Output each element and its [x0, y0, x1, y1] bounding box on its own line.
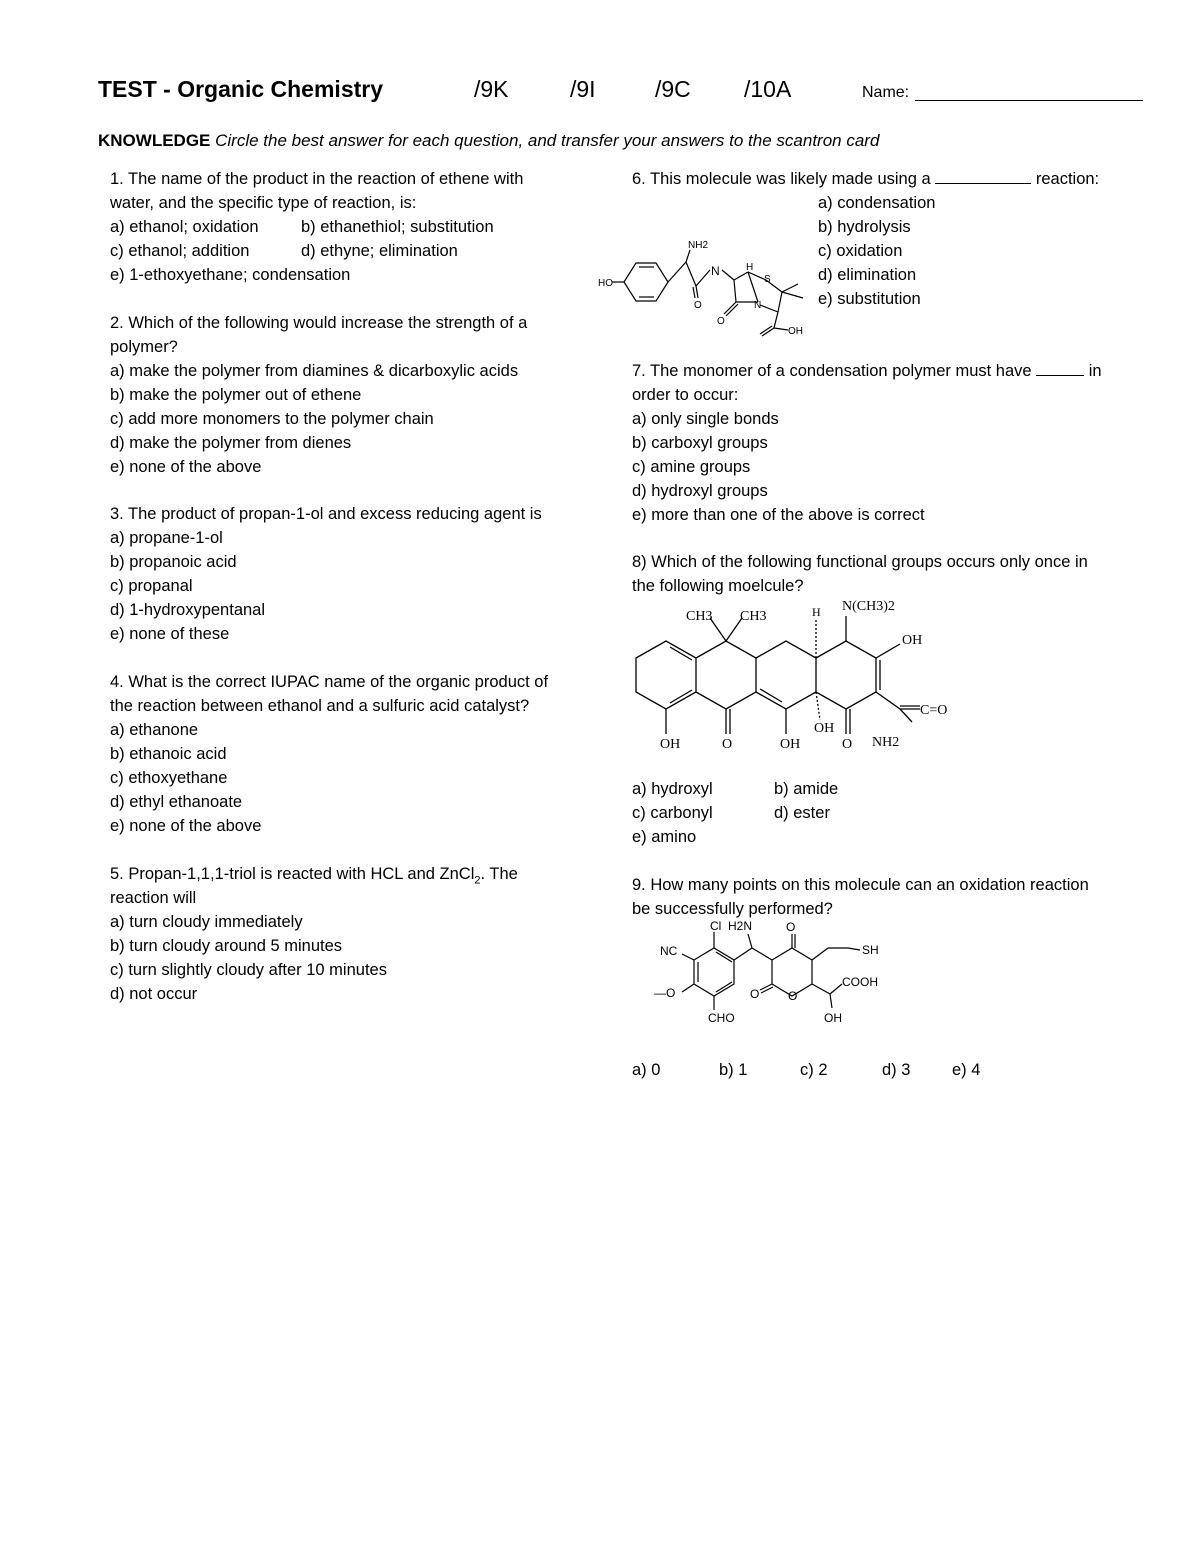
- q9-option-a[interactable]: a) 0: [632, 1061, 661, 1079]
- question-4: [110, 670, 548, 838]
- question-8-options: [632, 777, 838, 849]
- q1-row2: [110, 239, 523, 263]
- q8-label-ch3-b: CH3: [740, 609, 767, 624]
- q6-label-ho: HO: [598, 278, 613, 289]
- q1-option-d[interactable]: d) ethyne; elimination: [301, 242, 458, 260]
- q2-option-b[interactable]: b) make the polymer out of ethene: [110, 386, 362, 404]
- q8-label-oh-d: OH: [814, 721, 835, 736]
- q4-option-b[interactable]: b) ethanoic acid: [110, 745, 227, 763]
- question-5: [110, 862, 518, 1006]
- q2-option-a[interactable]: a) make the polymer from diamines & dicarboxylic acids: [110, 362, 519, 380]
- q5-option-a[interactable]: a) turn cloudy immediately: [110, 913, 303, 931]
- instructions-text: Circle the best answer for each question, and transfer your answers to the scantron card: [215, 131, 880, 150]
- q1-stem-line1: 1. The name of the product in the reaction of ethene with: [110, 170, 524, 188]
- q8-label-ch3-a: CH3: [686, 609, 713, 624]
- q5-option-d[interactable]: d) not occur: [110, 985, 198, 1003]
- q2-stem-line1: 2. Which of the following would increase the strength of a: [110, 314, 528, 332]
- question-3: [110, 502, 542, 646]
- question-2: [110, 311, 527, 479]
- q9-label-cooh: COOH: [842, 975, 878, 989]
- q5-stem-a: 5. Propan-1,1,1-triol is reacted with HCL and ZnCl: [110, 865, 475, 883]
- q6-label-n1: N: [711, 264, 720, 278]
- q7-blank: [1036, 359, 1084, 376]
- q1-option-b[interactable]: b) ethanethiol; substitution: [301, 218, 494, 236]
- q6-option-d[interactable]: d) elimination: [818, 266, 917, 284]
- question-8-stem: [632, 550, 1088, 598]
- q6-option-c[interactable]: c) oxidation: [818, 242, 903, 260]
- q8-label-o-b: O: [722, 737, 733, 752]
- q7-stem-b: in: [1088, 362, 1102, 380]
- question-6-stem: [632, 167, 1099, 191]
- q3-option-b[interactable]: b) propanoic acid: [110, 553, 237, 571]
- q8-label-oh-c: OH: [780, 737, 801, 752]
- q4-option-e[interactable]: e) none of the above: [110, 817, 262, 835]
- q7-option-d[interactable]: d) hydroxyl groups: [632, 482, 768, 500]
- q7-option-c[interactable]: c) amine groups: [632, 458, 751, 476]
- page-title: TEST - Organic Chemistry: [98, 76, 384, 102]
- q7-option-b[interactable]: b) carboxyl groups: [632, 434, 768, 452]
- question-9-stem: [632, 873, 1089, 921]
- q8-option-b[interactable]: b) amide: [774, 780, 839, 798]
- q6-molecule-diagram: [598, 232, 813, 350]
- question-9-options: [632, 1058, 980, 1082]
- q7-stem-a: 7. The monomer of a condensation polymer must have: [632, 362, 1032, 380]
- q4-option-d[interactable]: d) ethyl ethanoate: [110, 793, 243, 811]
- question-1: [110, 167, 523, 287]
- q8-option-e[interactable]: e) amino: [632, 828, 697, 846]
- q5-stem-line2: reaction will: [110, 889, 197, 907]
- q8-label-oh-top: OH: [902, 633, 923, 648]
- q1-option-c[interactable]: c) ethanol; addition: [110, 242, 250, 260]
- q9-label-nc: NC: [660, 944, 678, 958]
- q7-stem-line2: order to occur:: [632, 386, 739, 404]
- q9-stem-line2: be successfully performed?: [632, 900, 833, 918]
- q8-molecule-diagram: [630, 596, 960, 756]
- q9-molecule-diagram: [652, 918, 902, 1026]
- q8-label-co: C=O: [920, 703, 948, 718]
- q8-option-a[interactable]: a) hydroxyl: [632, 780, 713, 798]
- score-10a: /10A: [744, 76, 792, 102]
- q6-label-n2: N: [754, 300, 762, 311]
- q8-label-nme2: N(CH3)2: [842, 599, 895, 614]
- q6-label-nh2: NH2: [688, 240, 709, 251]
- instructions: [98, 131, 879, 151]
- q9-label-cho: CHO: [708, 1011, 735, 1025]
- q9-label-methoxy: —O: [654, 986, 676, 1000]
- q8-label-nh2: NH2: [872, 735, 900, 750]
- name-field[interactable]: [915, 82, 1143, 101]
- q6-stem-a: 6. This molecule was likely made using a: [632, 170, 931, 188]
- q2-option-c[interactable]: c) add more monomers to the polymer chain: [110, 410, 434, 428]
- q4-option-a[interactable]: a) ethanone: [110, 721, 199, 739]
- q4-stem-line1: 4. What is the correct IUPAC name of the organic product of: [110, 673, 549, 691]
- q2-option-d[interactable]: d) make the polymer from dienes: [110, 434, 352, 452]
- q5-option-b[interactable]: b) turn cloudy around 5 minutes: [110, 937, 343, 955]
- q1-stem-line2: water, and the specific type of reaction, is:: [110, 194, 417, 212]
- q9-label-cl: Cl: [710, 919, 722, 933]
- q8-stem-line2: the following moelcule?: [632, 577, 804, 595]
- q9-label-o-ring: O: [788, 989, 798, 1003]
- question-7: [632, 359, 1102, 527]
- q9-label-oh: OH: [824, 1011, 842, 1025]
- q6-option-b[interactable]: b) hydrolysis: [818, 218, 911, 236]
- q3-option-a[interactable]: a) propane-1-ol: [110, 529, 223, 547]
- q9-label-h2n: H2N: [728, 919, 753, 933]
- q9-label-sh: SH: [862, 943, 879, 957]
- q3-option-c[interactable]: c) propanal: [110, 577, 193, 595]
- score-9k: /9K: [474, 76, 509, 102]
- question-6-options: [818, 191, 935, 311]
- q6-label-oh: OH: [788, 326, 803, 337]
- q9-label-o-top: O: [786, 920, 796, 934]
- q8-label-o-d: O: [842, 737, 853, 752]
- q2-stem-line2: polymer?: [110, 338, 178, 356]
- score-9c: /9C: [655, 76, 691, 102]
- q5-option-c[interactable]: c) turn slightly cloudy after 10 minutes: [110, 961, 387, 979]
- q5-stem-line1: [110, 862, 518, 886]
- q3-stem: 3. The product of propan-1-ol and excess reducing agent is: [110, 505, 542, 523]
- q9-option-d[interactable]: d) 3: [882, 1061, 911, 1079]
- q7-option-e[interactable]: e) more than one of the above is correct: [632, 506, 925, 524]
- q6-stem-b: reaction:: [1035, 170, 1100, 188]
- q6-label-h: H: [746, 262, 754, 273]
- instructions-label: KNOWLEDGE: [98, 131, 211, 150]
- q8-stem-line1: 8) Which of the following functional groups occurs only once in: [632, 553, 1088, 571]
- q1-option-a[interactable]: a) ethanol; oxidation: [110, 218, 259, 236]
- q8-label-oh-a: OH: [660, 737, 681, 752]
- q3-option-e[interactable]: e) none of these: [110, 625, 230, 643]
- q1-row1: [110, 215, 523, 239]
- q8-label-h: H: [812, 605, 821, 619]
- q3-option-d[interactable]: d) 1-hydroxypentanal: [110, 601, 266, 619]
- q6-label-o1: O: [694, 300, 702, 311]
- q9-label-o-carbonyl: O: [750, 987, 760, 1001]
- q2-option-e[interactable]: e) none of the above: [110, 458, 262, 476]
- name-label: Name:: [862, 84, 910, 101]
- q4-option-c[interactable]: c) ethoxyethane: [110, 769, 228, 787]
- q9-option-c[interactable]: c) 2: [800, 1061, 828, 1079]
- q1-option-e[interactable]: e) 1-ethoxyethane; condensation: [110, 266, 351, 284]
- q9-stem-line1: 9. How many points on this molecule can an oxidation reaction: [632, 876, 1089, 894]
- q9-option-e[interactable]: e) 4: [952, 1061, 981, 1079]
- q6-blank: [935, 167, 1031, 184]
- q4-stem-line2: the reaction between ethanol and a sulfuric acid catalyst?: [110, 697, 530, 715]
- q7-option-a[interactable]: a) only single bonds: [632, 410, 779, 428]
- q8-option-d[interactable]: d) ester: [774, 804, 830, 822]
- q6-label-s: S: [764, 274, 771, 285]
- q5-stem-subscript: 2: [474, 874, 481, 887]
- q9-option-b[interactable]: b) 1: [719, 1061, 748, 1079]
- q5-stem-b: . The: [480, 865, 518, 883]
- q8-option-c[interactable]: c) carbonyl: [632, 804, 713, 822]
- q6-option-a[interactable]: a) condensation: [818, 194, 936, 212]
- q6-label-o2: O: [717, 316, 725, 327]
- q6-option-e[interactable]: e) substitution: [818, 290, 921, 308]
- score-9i: /9I: [570, 76, 596, 102]
